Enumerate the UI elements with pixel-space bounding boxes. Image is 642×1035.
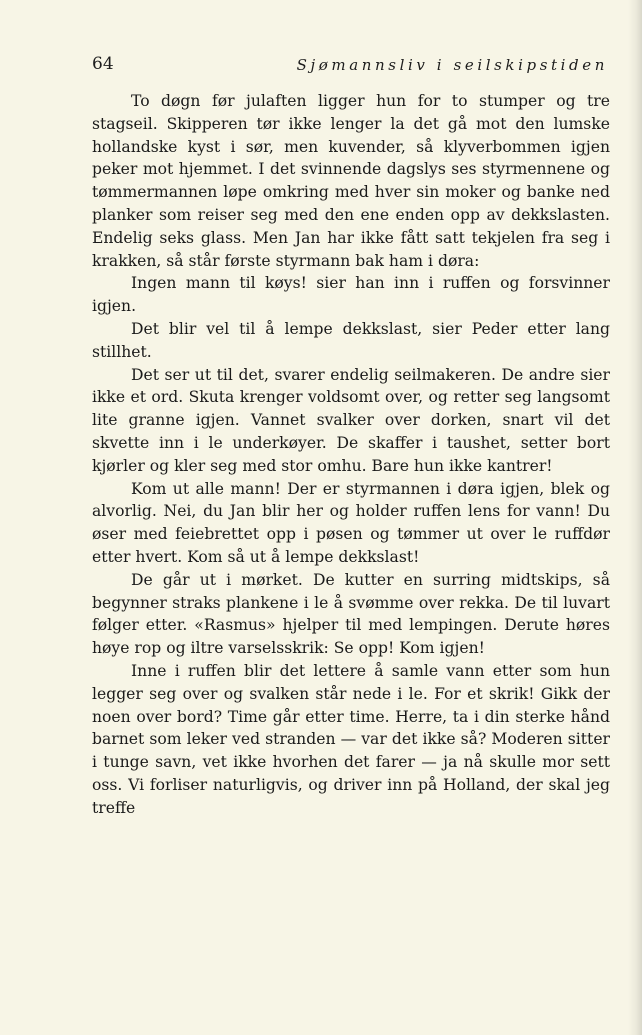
paragraph-2: Ingen mann til køys! sier han inn i ruffen og forsvinner igjen. — [92, 274, 610, 316]
paragraph-4: Det ser ut til det, svarer endelig seilmakeren. De andre sier ikke et ord. Skuta krenger voldsomt over, og retter seg langsomt lite granne igjen. Vannet svalker over dorken, snart vil det skvette inn i le underkøyer. De skaffer i taushet, setter bort kjørler og kler seg med stor omhu. Bare hun ikke kantrer! — [92, 365, 610, 475]
page-number: 64 — [92, 54, 114, 74]
paragraph-6: De går ut i mørket. De kutter en surring midtskips, så begynner straks plankene i le å svømme over rekka. De til luvart følger etter. «Rasmus» hjelper til med lempingen. Derute høres høye rop og iltre varselsskrik: Se opp! Kom igjen! — [92, 570, 610, 658]
paragraph-1: To døgn før julaften ligger hun for to stumper og tre stagseil. Skipperen tør ikke lenger la det gå mot den lumske hollandske kyst i sør, men kuvender, så klyverbommen igjen peker mot hjemmet. I det svinnende dagslys ses styrmennene og tømmermannen løpe omkring med hver sin moker og banke ned planker som reiser seg med den ene enden opp av dekkslasten. Endelig seks glass. Men Jan har ikke fått satt tekjelen fra seg i krakken, så står første styrmann bak ham i døra: — [92, 92, 610, 270]
paragraph-5: Kom ut alle mann! Der er styrmannen i døra igjen, blek og alvorlig. Nei, du Jan blir her og holder ruffen lens for vann! Du øser med feiebrettet opp i pøsen og tømmer ut over le ruffdør etter hvert. Kom så ut å lempe dekkslast! — [92, 479, 610, 566]
page-header — [92, 54, 614, 80]
paragraph-7: Inne i ruffen blir det lettere å samle vann etter som hun legger seg over og svalken står nede i le. For et skrik! Gikk der noen over bord? Time går etter time. Herre, ta i din sterke hånd barnet som leker ved stranden — var det ikke så? Moderen sitter i tunge savn, vet ikke hvorhen det farer — ja nå skulle mor sett oss. Vi forliser naturligvis, og driver inn på Holland, der skal jeg treffe — [92, 661, 610, 817]
paragraph-3: Det blir vel til å lempe dekkslast, sier Peder etter lang stillhet. — [92, 319, 610, 361]
body-text — [92, 90, 610, 820]
running-title: Sjømannsliv i seilskipstiden — [296, 56, 608, 74]
page-edge-shadow — [628, 0, 642, 1035]
